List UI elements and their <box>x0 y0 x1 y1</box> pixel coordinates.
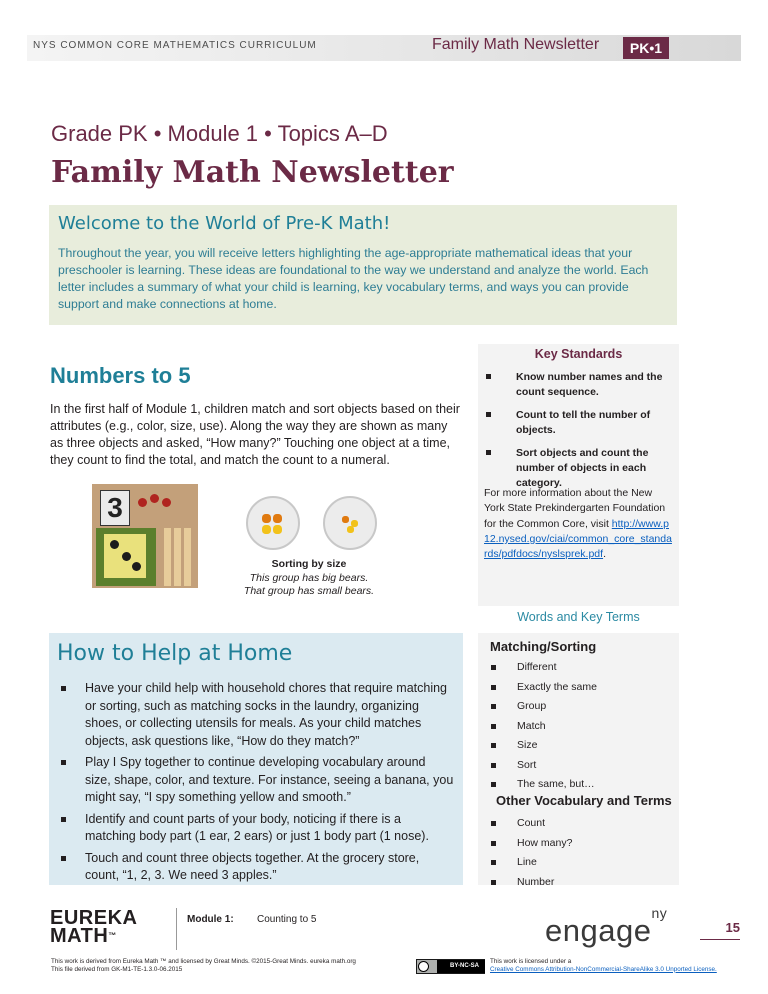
red-bead <box>162 498 171 507</box>
matching-sorting-title: Matching/Sorting <box>490 639 597 654</box>
footer-divider <box>176 908 177 950</box>
help-item: Touch and count three objects together. At the grocery store, count, “1, 2, 3. We need 3 apples.” <box>49 850 454 885</box>
craft-stick <box>174 528 181 586</box>
license-line: This work is licensed under a <box>490 958 572 965</box>
page-number-rule <box>700 939 740 940</box>
counting-photo <box>92 484 198 588</box>
big-bears-plate <box>246 496 300 550</box>
numbers-text: In the first half of Module 1, children match and sort objects based on their attributes (e.g., color, size, use). Along the way they are shown as many as three objects and asked, “How many?” Touching one object at a time, they count to find the total, and match the count to a numeral. <box>50 402 460 467</box>
red-bead <box>150 494 159 503</box>
term-item: Sort <box>478 759 679 779</box>
engage-text: engage <box>545 913 652 948</box>
key-standard-item: Know number names and the count sequence. <box>478 370 679 400</box>
newsletter-label: Family Math Newsletter <box>432 36 600 53</box>
logo-tm: ™ <box>108 931 117 940</box>
numbers-title: Numbers to 5 <box>50 363 191 388</box>
cc-license-badge <box>416 959 485 974</box>
term-item: Match <box>478 720 679 740</box>
bear-counter <box>262 525 271 534</box>
welcome-box <box>49 205 677 325</box>
matching-sorting-list <box>478 661 679 798</box>
bear-counter <box>262 514 271 523</box>
cc-icon <box>418 961 429 972</box>
bear-counter <box>273 525 282 534</box>
term-item: The same, but… <box>478 778 679 798</box>
logo-line <box>50 927 137 945</box>
key-standard-item: Count to tell the number of objects. <box>478 408 679 438</box>
standards-link[interactable]: http://www.p12.nysed.gov/ciai/common_core_standards/pdfdocs/nyslsprek.pdf <box>484 517 672 561</box>
die-dot <box>110 540 119 549</box>
key-standards-box <box>478 344 679 606</box>
key-standard-item: Sort objects and count the number of objects in each category. <box>478 446 679 491</box>
term-item: Size <box>478 739 679 759</box>
grade-module-line: Grade PK • Module 1 • Topics A–D <box>51 121 388 146</box>
more-info <box>484 486 674 562</box>
term-item: Exactly the same <box>478 681 679 701</box>
other-vocab-list <box>478 817 679 895</box>
help-list <box>49 680 454 889</box>
photo-caption-line: This group has big bears. <box>249 572 369 584</box>
credit-line: This file derived from GK-M1-TE-1.3.0-06.2015 <box>51 965 183 973</box>
help-item: Identify and count parts of your body, noticing if there is a matching body part (1 ear, 2 ears) or just 1 body part (1 nose). <box>49 811 454 846</box>
engage-sup: ny <box>651 904 668 921</box>
more-info-text: For more information about the New York State Prekindergarten Foundation for the Common Core, visit <box>484 487 666 530</box>
credit-line: This work is derived from Eureka Math ™ and licensed by Great Minds. ©2015-Great Minds. eureka math.org <box>51 958 356 965</box>
eureka-math-logo <box>50 909 137 945</box>
module-topic: Counting to 5 <box>257 914 317 925</box>
page-title: Family Math Newsletter <box>51 155 454 190</box>
module-label: Module 1: <box>187 914 234 925</box>
logo-line: EUREKA <box>50 907 138 929</box>
help-title: How to Help at Home <box>57 641 293 666</box>
words-key-terms-title: Words and Key Terms <box>517 610 640 624</box>
term-item: Number <box>478 876 679 896</box>
other-vocab-title: Other Vocabulary and Terms <box>496 793 672 808</box>
welcome-text: Throughout the year, you will receive letters highlighting the age-appropriate mathematical ideas that your preschooler is learning. These ideas are foundational to the way we understand and analyze the world. Each letter includes a summary of what your child is learning, key vocabulary terms, and ways you can provide support and make connections at home. <box>58 246 649 311</box>
license-link[interactable]: Creative Commons Attribution-NonCommercial-ShareAlike 3.0 Unported License. <box>490 965 717 973</box>
help-item: Play I Spy together to continue developing vocabulary around size, shape, color, and texture. For instance, seeing a banana, you might say, “I spy something yellow and smooth.” <box>49 754 454 807</box>
help-at-home-box <box>49 633 463 885</box>
craft-stick <box>184 528 191 586</box>
photo-caption-line: That group has small bears. <box>243 585 375 597</box>
term-item: Group <box>478 700 679 720</box>
module-badge: PK•1 <box>623 37 669 59</box>
term-item: Line <box>478 856 679 876</box>
numeral-card <box>100 490 130 526</box>
term-item: How many? <box>478 837 679 857</box>
logo-line-text: MATH <box>50 925 109 947</box>
help-item: Have your child help with household chores that require matching or sorting, such as matching socks in the laundry, organizing shoes, or collecting utensils for meals. As your child matches objects, ask questions like, “How do they match?” <box>49 680 454 750</box>
die-card <box>104 534 146 578</box>
welcome-title: Welcome to the World of Pre-K Math! <box>58 213 391 234</box>
craft-stick <box>164 528 171 586</box>
die-dot <box>122 552 131 561</box>
page-number: 15 <box>725 920 740 935</box>
curriculum-label: NYS COMMON CORE MATHEMATICS CURRICULUM <box>33 40 317 51</box>
numeral-card-text: 3 <box>107 492 123 523</box>
engageny-logo <box>545 904 668 949</box>
link-suffix: . <box>603 548 606 561</box>
term-item: Different <box>478 661 679 681</box>
bear-counter <box>342 516 349 523</box>
key-standards-title: Key Standards <box>534 347 623 361</box>
bear-counter <box>273 514 282 523</box>
credit-text <box>51 958 356 973</box>
bear-counter <box>347 526 354 533</box>
photo-caption-title: Sorting by size <box>271 558 347 570</box>
term-item: Count <box>478 817 679 837</box>
license-text <box>490 958 717 973</box>
key-standards-list <box>478 370 679 499</box>
red-bead <box>138 498 147 507</box>
cc-badge-text: BY-NC-SA <box>449 963 479 969</box>
small-bears-plate <box>323 496 377 550</box>
terms-box <box>478 633 679 888</box>
die-dot <box>132 562 141 571</box>
photo-caption <box>214 572 404 598</box>
